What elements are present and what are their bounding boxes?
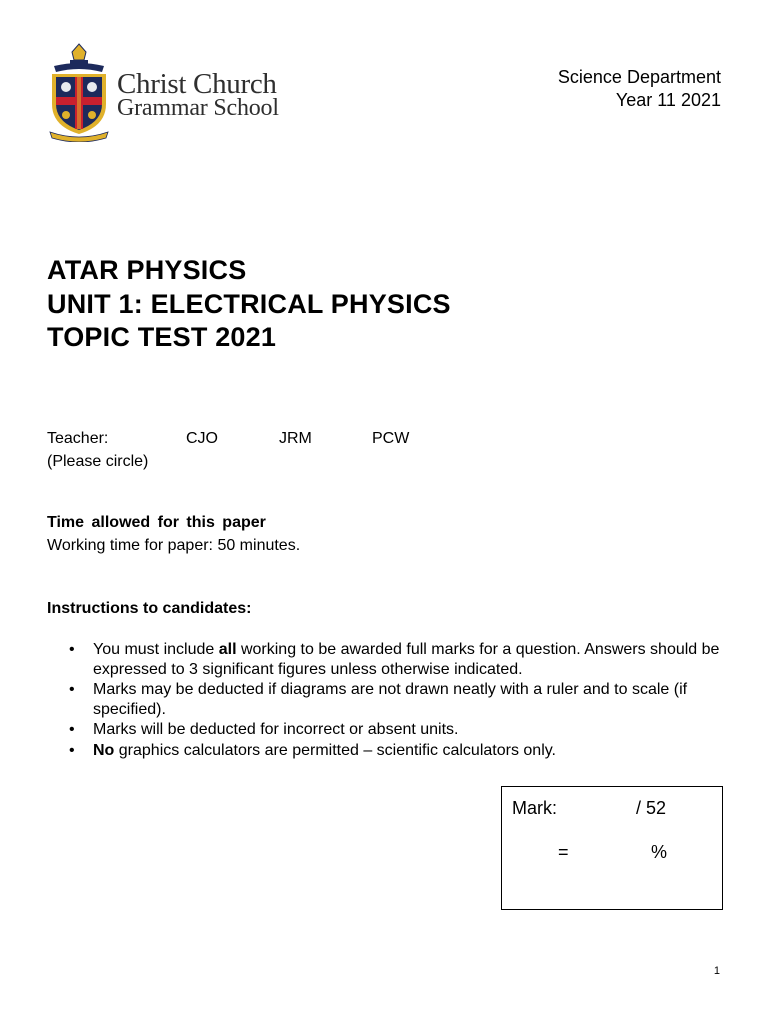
list-item: • You must include all working to be awarded full marks for a question. Answers should be expressed to 3 significant figures unless otherwise indicated.	[69, 641, 720, 678]
list-item: • Marks may be deducted if diagrams are not drawn neatly with a ruler and to scale (if specified).	[69, 681, 688, 718]
title-line-3: TOPIC TEST 2021	[47, 322, 277, 352]
instructions-list	[47, 640, 727, 761]
logo-text	[117, 68, 279, 121]
mark-box	[501, 786, 723, 910]
title-line-1: ATAR PHYSICS	[47, 255, 247, 285]
mark-label: Mark:	[512, 798, 557, 818]
list-item: • Marks will be deducted for incorrect or absent units.	[69, 721, 459, 738]
teacher-option-pcw[interactable]: PCW	[372, 430, 410, 447]
bullet-icon: •	[69, 721, 75, 738]
bullet-icon: •	[69, 681, 75, 698]
bullet-icon: •	[69, 641, 75, 658]
teacher-label: Teacher:	[47, 430, 109, 447]
teacher-note: (Please circle)	[47, 453, 149, 470]
teacher-row	[47, 430, 467, 452]
school-crest-icon	[48, 42, 110, 142]
equals-sign: =	[558, 842, 569, 862]
teacher-option-cjo[interactable]: CJO	[186, 430, 218, 447]
list-item: • No graphics calculators are permitted – scientific calculators only.	[69, 741, 556, 759]
title-line-2: UNIT 1: ELECTRICAL PHYSICS	[47, 288, 451, 319]
time-heading: Time allowed for this paper	[47, 514, 266, 531]
percent-sign: %	[651, 842, 668, 862]
instructions-heading: Instructions to candidates:	[47, 600, 252, 617]
teacher-option-jrm[interactable]: JRM	[279, 430, 312, 447]
bullet-icon: •	[69, 741, 75, 759]
page-number: 1	[713, 965, 720, 977]
year-label: Year 11 2021	[615, 90, 721, 110]
school-logo	[48, 42, 298, 142]
page-title	[47, 254, 451, 355]
working-time: Working time for paper: 50 minutes.	[47, 537, 301, 554]
department-info	[558, 66, 721, 112]
logo-line-1: Christ Church	[117, 68, 277, 100]
mark-total: / 52	[636, 798, 667, 818]
department-name: Science Department	[557, 67, 721, 87]
logo-line-2: Grammar School	[117, 95, 279, 121]
